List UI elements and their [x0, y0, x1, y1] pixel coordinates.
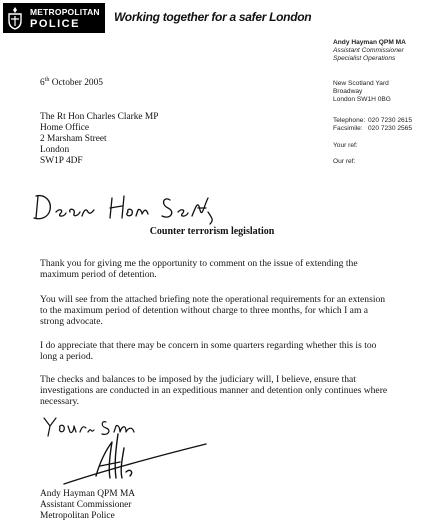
body-paragraph: You will see from the attached briefing note the operational requirements for an extension to the maximum period of detention without charge to three months, for which I am a strong advocate. — [40, 294, 386, 327]
recipient-line: London — [40, 145, 70, 155]
subject-line: Counter terrorism legislation — [149, 226, 275, 237]
facsimile-label: Facsimile: — [333, 125, 363, 132]
body-paragraph: Thank you for giving me the opportunity to comment on the issue of extending the maximum period of detention. — [40, 258, 358, 280]
signature — [60, 428, 210, 486]
org-name-line2: POLICE — [30, 18, 80, 30]
sender-title: Assistant Commissioner — [333, 47, 404, 54]
handwritten-salutation — [30, 190, 220, 226]
recipient-line: The Rt Hon Charles Clarke MP — [40, 112, 159, 122]
org-name-line1: METROPOLITAN — [30, 7, 100, 17]
recipient-line: SW1P 4DF — [40, 156, 83, 166]
met-police-logo — [3, 3, 105, 33]
letter-date: 6th October 2005 — [40, 76, 103, 88]
sender-name: Andy Hayman QPM MA — [333, 39, 406, 46]
sender-address-line: New Scotland Yard — [333, 80, 389, 87]
sender-unit: Specialist Operations — [333, 55, 396, 62]
telephone-label: Telephone: — [333, 117, 366, 124]
our-ref-label: Our ref: — [333, 158, 356, 165]
sender-address-line: Broadway — [333, 88, 363, 95]
signatory-name: Andy Hayman QPM MA — [40, 489, 136, 499]
sender-address-line: London SW1H 0BG — [333, 96, 391, 103]
crest-icon — [6, 6, 24, 30]
telephone-number: 020 7230 2615 — [368, 117, 413, 124]
your-ref-label: Your ref: — [333, 142, 358, 149]
body-paragraph: The checks and balances to be imposed by the judiciary will, I believe, ensure that investigations are conducted in an expeditious manner and detention only continues where necessary. — [40, 374, 388, 407]
tagline: Working together for a safer London — [114, 10, 312, 24]
recipient-line: 2 Marsham Street — [40, 134, 107, 144]
signatory-org: Metropolitan Police — [40, 511, 115, 521]
body-paragraph: I do appreciate that there may be concern in some quarters regarding whether this is too long a period. — [40, 340, 377, 362]
facsimile-number: 020 7230 2565 — [368, 125, 413, 132]
signatory-title: Assistant Commissioner — [40, 500, 132, 510]
recipient-line: Home Office — [40, 123, 90, 133]
